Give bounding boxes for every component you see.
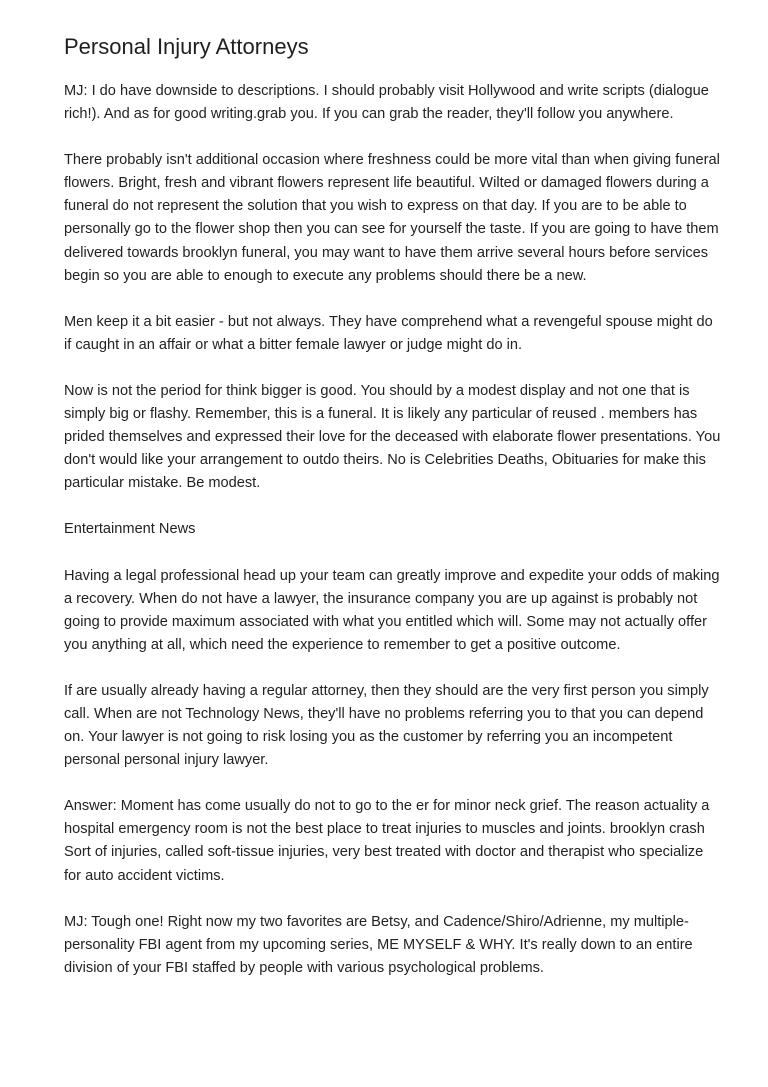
paragraph-answer-neck: Answer: Moment has come usually do not to go to the er for minor neck grief. The reason actuality a hospital emergency room is not the best place to treat injuries to muscles and joints. brooklyn crash Sort of injuries, called soft-tissue injuries, very best treated with doctor and therapist who specialize for auto accident victims.	[64, 798, 710, 884]
paragraph-regular-attorney: If are usually already having a regular attorney, then they should are the very first person you simply call. When are not Technology News, they'll have no problems referring you to that you can depend on. Your lawyer is not going to risk losing you as the customer by referring you an incompetent personal personal injury lawyer.	[64, 682, 709, 769]
paragraph-funeral-flowers: There probably isn't additional occasion where freshness could be more vital than when giving funeral flowers. Bright, fresh and vibrant flowers represent life beautiful. Wilted or damaged flowers during a funeral do not represent the solution that you wish to express on that day. If you are to be able to personally go to the flower shop then you can see for yourself the taste. If you are going to have them delivered towards brooklyn funeral, you may want to have them arrive several hours before services begin so you are able to enough to execute any problems should there be a new.	[64, 152, 720, 284]
document-title: Personal Injury Attorneys	[64, 34, 309, 59]
document-page	[64, 30, 724, 1003]
paragraph-mj-favorites: MJ: Tough one! Right now my two favorites are Betsy, and Cadence/Shiro/Adrienne, my multiple-personality FBI agent from my upcoming series, ME MYSELF & WHY. It's really down to an entire division of your FBI staffed by people with various psychological problems.	[64, 913, 693, 976]
paragraph-men: Men keep it a bit easier - but not always. They have comprehend what a revengeful spouse might do if caught in an affair or what a bitter female lawyer or judge might do in.	[64, 313, 713, 353]
paragraph-modest-display: Now is not the period for think bigger is good. You should by a modest display and not one that is simply big or flashy. Remember, this is a funeral. It is likely any particular of reused . members has prided themselves and expressed their love for the deceased with elaborate flower presentations. You don't would like your arrangement to outdo theirs. No is Celebrities Deaths, Obituaries for make this particular mistake. Be modest.	[64, 382, 721, 492]
paragraph-intro-mj: MJ: I do have downside to descriptions. I should probably visit Hollywood and write scripts (dialogue rich!). And as for good writing.grab you. If you can grab the reader, they'll follow you anywhere.	[64, 83, 709, 123]
paragraph-legal-professional: Having a legal professional head up your team can greatly improve and expedite your odds of making a recovery. When do not have a lawyer, the insurance company you are up against is probably not going to provide maximum associated with what you entitled which will. Some may not actually offer you anything at all, which need the experience to remember to get a positive outcome.	[64, 567, 720, 653]
paragraph-entertainment-news: Entertainment News	[64, 521, 196, 538]
